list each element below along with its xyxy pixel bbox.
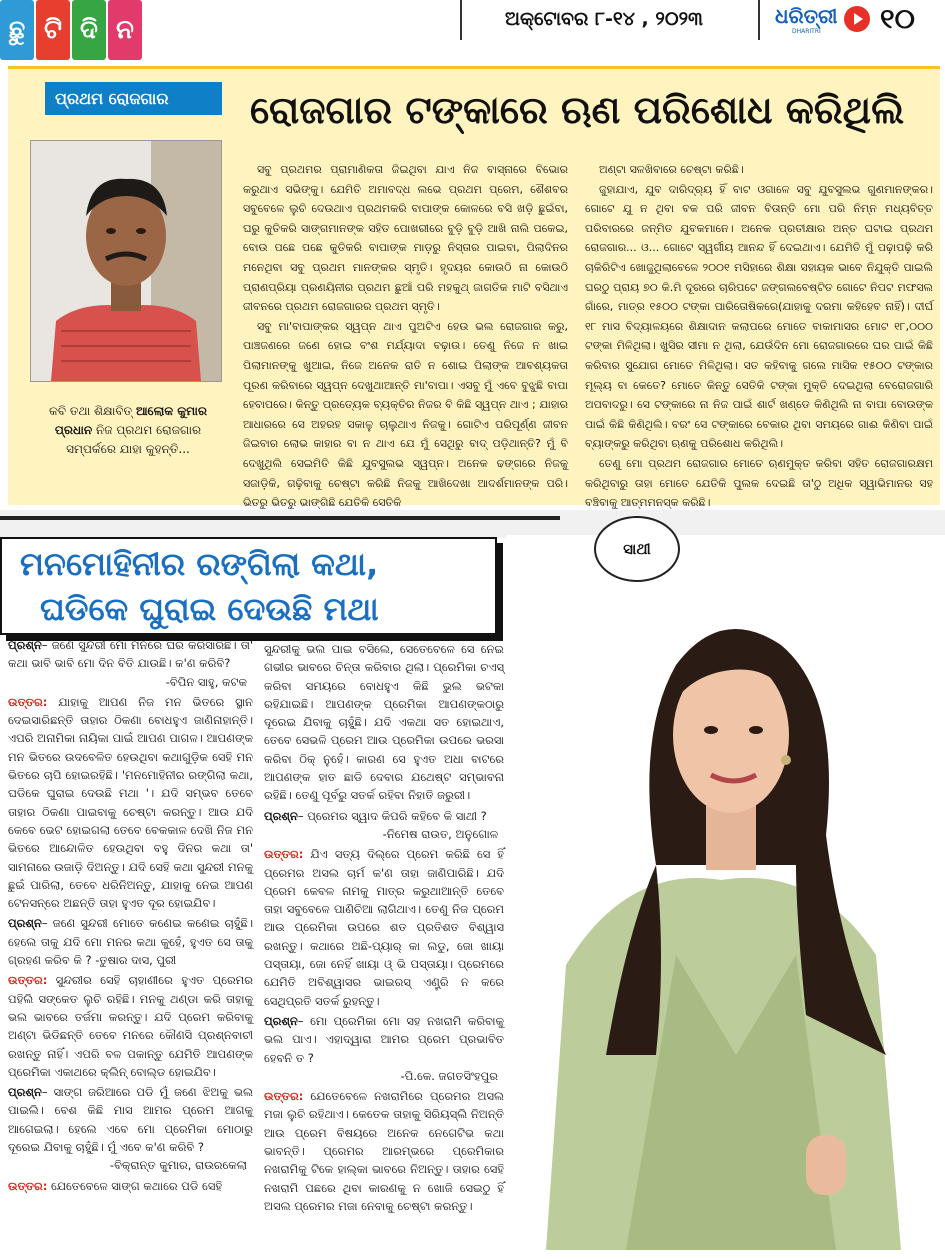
- paragraph: ଅଣ୍ଟା ସଳଖିବାରେ ଚେଷ୍ଟା କରିଛି।: [599, 163, 744, 176]
- paragraph: ତେଣୁ ମୋ ପ୍ରଥମ ରୋଜଗାର ମୋତେ ଋଣମୁକ୍ତ କରିବା ସହିତ ରୋଜଗାରକ୍ଷମ କରିଥିବାରୁ ତାହା ମୋତେ ଯେତିକି ପୁଲକ ଦେଇଛି ତା'ଠୁ ଅଧିକ ସ୍ୱାଭିମାନର ସହ ବଞ୍ଚିବାକୁ ଆତ୍ମମନସ୍କ କରିଛି।: [585, 456, 933, 510]
- caption-pre: କବି ତଥା ଶିକ୍ଷାବିତ୍: [49, 404, 133, 418]
- answer: [8, 693, 253, 913]
- qa-column-1: [8, 636, 253, 1197]
- photo-caption: [38, 402, 218, 459]
- question-label: ପ୍ରଶ୍ନ: [8, 916, 42, 931]
- question: ପ୍ରଶ୍ନ– ଜଣେ ସୁନ୍ଦରୀ ମୋ ମନରେ ଘର କରିସାରିଛି। ତା' କଥା ଭାବି ଭାବି ମୋ ଦିନ ବିତି ଯାଉଛି। କ'ଣ କରିବି? -ବିପିନ ସାହୁ, କଟକ: [8, 636, 253, 691]
- question: ପ୍ରଶ୍ନ– ମୋ ପ୍ରେମିକା ମୋ ସହ ନଖରାମି କରିବାକୁ ଭଲ ପାଏ। ଏହାଦ୍ୱାରା ଆମର ପ୍ରେମ ପ୍ରଭାବିତ ହେବନି ତ ? -ପି.କେ. ଜଗତସିଂହପୁର: [264, 1012, 504, 1085]
- brand-letter-3: ଦି: [72, 0, 106, 60]
- page-number: ୧୦: [880, 2, 915, 35]
- answer-label: ଉତ୍ତର:: [8, 1178, 48, 1193]
- qa-column-2: [264, 640, 504, 1217]
- paragraph: ସବୁ ପ୍ରଥମର ପ୍ରାମାଣିକତା ଜିଇଥିବା ଯାଏ ନିଜ ବାସ୍ନାରେ ବିଭୋର କରୁଥାଏ ସଭିଙ୍କୁ। ଯେମିତି ଅମାବଦ୍ଧ ଲଭେ ପ୍ରଥମ ପ୍ରେମ, ଶୈଶବର ସବୁବେଳେ ଲୁଚି ଦେଉଥାଏ ପ୍ରଥମକରି ବାପାଙ୍କ କୋଳରେ ବସି ଖଡ଼ି ଛୁଇଁବା, ଘରୁ କୁତିକରି ସାଙ୍ଗମାନଙ୍କ ସହିତ ପୋଖରୀରେ ବୁଡ଼ି ବୁଡ଼ି ଆଖି ନାଲି ପକେଇ, ବୋଉ ପଛେ ପଛେ କୁତିକରି ବାପାଙ୍କ ମାଡ଼ରୁ ନିସ୍ତାର ପାଇବା, ପିଲାଦିନର ମନେଥିବା ସବୁ ପ୍ରଥମ ମାନଙ୍କର ସ୍ମୃତି। ହୃଦୟର କୋଉଠି ନା କୋଉଠି ପ୍ରାଣପ୍ରିୟା ପ୍ରଣୟିନୀର ପ୍ରଥମ ଛୁଆଁ ପରି ମହକୁଥ୍ ଜାଗତିକ ମାଟି ବସିଥାଏ ଜୀବନରେ ପ୍ରଥମ ରୋଜଗାରର ପ୍ରଥମ ସ୍ମୃତି।: [243, 163, 568, 314]
- answer-text: ଯେତେବେଳେ ସାଙ୍ଗ କଥାରେ ପଡି ସେହି: [50, 1178, 223, 1193]
- answer: [8, 971, 253, 1081]
- answer-label: ଉତ୍ତର:: [8, 694, 48, 709]
- question-text: ମୋ ପ୍ରେମିକା ମୋ ସହ ନଖରାମି କରିବାକୁ ଭଲ ପାଏ। ଏହାଦ୍ୱାରା ଆମର ପ୍ରେମ ପ୍ରଭାବିତ ହେବନି ତ ?: [264, 1013, 505, 1065]
- answer: [8, 1177, 253, 1195]
- question-label: ପ୍ରଶ୍ନ: [8, 638, 42, 652]
- column-badge: ସାଥୀ: [594, 516, 680, 582]
- question-label: ପ୍ରଶ୍ନ: [264, 1013, 298, 1028]
- answer-label: ଉତ୍ତର:: [264, 1089, 304, 1104]
- question-from: -ପି.କେ. ଜଗତସିଂହପୁର: [400, 1068, 498, 1083]
- question-text: ଜଣେ ସୁନ୍ଦରୀ ମୋ ମନରେ ଘର କରିସାରିଛି। ତା' କଥା ଭାବି ଭାବି ମୋ ଦିନ ବିତି ଯାଉଛି। କ'ଣ କରିବି?: [8, 638, 253, 671]
- question-from: -ନିମେଷ ରାଉତ, ଅନୁଗୋଳ: [382, 826, 498, 841]
- answer: [264, 845, 504, 1010]
- author-photo: [30, 140, 222, 382]
- brand-letter-1: ଛୁ: [0, 0, 34, 60]
- section-divider-strip: [0, 510, 945, 538]
- actress-photo: [506, 535, 945, 1250]
- brand-letter-2: ଟି: [36, 0, 70, 60]
- question: ପ୍ରଶ୍ନ– ସାଙ୍ଗ ଜରିଆରେ ପଡି ମୁଁ ଜଣେ ଝିଅକୁ ଭଲ ପାଇଲି। ବେଶ କିଛି ମାସ ଆମର ପ୍ରେମ ଆଗକୁ ଆଗେଇଲା। ହେଲେ ଏବେ ମୋ ପ୍ରେମିକା ମୋଠାରୁ ଦୂରେଇ ଯିବାକୁ ଚାହୁଁଛି। ମୁଁ ଏବେ କ'ଣ କରିବି ? -ବିକ୍ରାନ୍ତ କୁମାର, ରାଉରକେଲା: [8, 1083, 253, 1174]
- question: ପ୍ରଶ୍ନ– ପ୍ରେମର ସ୍ୱାଦ କିପରି କହିବେ କି ସାଥୀ ? -ନିମେଷ ରାଉତ, ଅନୁଗୋଳ: [264, 807, 504, 844]
- question-label: ପ୍ରଶ୍ନ: [264, 808, 298, 823]
- question-text: ପ୍ରେମର ସ୍ୱାଦ କିପରି କହିବେ କି ସାଥୀ ?: [307, 808, 487, 823]
- question-label: ପ୍ରଶ୍ନ: [8, 1085, 42, 1100]
- divider: [460, 0, 462, 40]
- paragraph: ସବୁ ମା'ବାପାଙ୍କର ସ୍ୱପ୍ନ ଥାଏ ପୁଅଟିଏ ହେଉ ଭଲ ରୋଜଗାର କରୁ, ପାଞ୍ଚଜଣରେ ଜଣେ ହୋଇ ବଂଶ ମର୍ଯ୍ୟାଦା ବଢ଼ାଉ। ତେଣୁ ନିଜେ ନ ଖାଇ ପିଲାମାନଙ୍କୁ ଖୁଆଇ, ନିଜେ ଅନେକ ରାତି ନ ଶୋଇ ପିଲାଙ୍କ ଆବଶ୍ୟକତା ପୂରଣ କରିବାରେ ସ୍ୱପ୍ନ ଦେଖୁଥାଆନ୍ତି ମା'ବାପା। ଏସବୁ ମୁଁ ଏବେ ବୁଝୁଛି ବାପା ହେବାପରେ। କିନ୍ତୁ ପ୍ରତ୍ୟେକ ବ୍ୟକ୍ତିର ନିଜର ବି କିଛି ସ୍ୱପ୍ନ ଥାଏ ; ଯାହାର ଆଧାରରେ ସେ ଅହରହ ସକାଳୁ ଚାଲୁଥାଏ ନିଜକୁ। ଗୋଟିଏ ପରିପୂର୍ଣ୍ଣ ଜୀବନ ଜିଇବାର ଲୋଭ କାହାର ବା ନ ଥାଏ ଯେ ମୁଁ ସେଥିରୁ ବାଦ୍ ପଡ଼ିଥାନ୍ତି? ମୁଁ ବି ଦେଖୁଥିଲି ସେଇମିତି କିଛି ଯୁବସୁଲଭ ସ୍ୱପ୍ନ। ଅନେକ ଢଙ୍ଗରେ ନିଜକୁ ସଜାଡ଼ିକି, ଗଢ଼ିବାକୁ ଚେଷ୍ଟା କରିଛି ନିଜକୁ ଆଖିଦେଖା ଆଦର୍ଶମାନଙ୍କ ପରି। ଭିତରୁ ଭିତରୁ ଭାଙ୍ଗିଛି ଯେତିକି ସେତିକି: [243, 319, 568, 510]
- top-article-column-2: [585, 160, 933, 513]
- caption-post: ନିଜ ପ୍ରଥମ ରୋଜଗାର ସମ୍ପର୍କରେ ଯାହା କୁହନ୍ତି...: [66, 423, 202, 456]
- question-from: -ବିକ୍ରାନ୍ତ କୁମାର, ରାଉରକେଲା: [109, 1158, 247, 1173]
- answer-continued: ସୁନ୍ଦରୀକୁ ଭଲ ପାଇ ବସିଲେ, ସେତେବେଳେ ସେ ନେଇ ଗଭୀର ଭାବରେ ଚିନ୍ତା କରିବାର ଥିଲା। ପ୍ରେମିକା ଚଏସ୍ କରିବା ସମୟରେ ବୋଧହୁଏ କିଛି ଭୁଲ ଭଟକା ରହିଯାଇଛି। ଆପଣଙ୍କ ପ୍ରେମିକା ଆପଣଙ୍କଠାରୁ ଦୂରେଇ ଯିବାକୁ ଚାହୁଁଛି। ଯଦି ଏକଥା ସତ ହୋଇଥାଏ, ତେବେ ସେଭଳି ପ୍ରେମ ଆଉ ପ୍ରେମିକା ଉପରେ ଭରସା କରିବା ଠିକ୍ ନୁହେଁ। କାରଣ ସେ ହୁଏତ ଅଧା ବାଟରେ ଆପଣଙ୍କ ହାତ ଛାଡି ଦେବାର ଯଥେଷ୍ଟ ସମ୍ଭାବନା ରହିଛି। ତେଣୁ ପୂର୍ବରୁ ସତର୍କ ରହିବା ନିହାତି ଜରୁରୀ।: [264, 642, 504, 803]
- answer-text: ଯାହାକୁ ଆପଣ ନିଜ ମନ ଭିତରେ ସ୍ଥାନ ଦେଇସାରିଛନ୍ତି ତାହାର ଠିକଣା ବୋଧହୁଏ ଜାଣିନାହାନ୍ତି। ଏପରି ଅନାମିକା ନାୟିକା ପାଇଁ ଆପଣ ପାଗଳ। ଆପଣଙ୍କ ମନ ଭିତରେ ଉଦବେଳିତ ହେଉଥିବା କଥାଗୁଡ଼ିକ ସେହି ମନ ଭିତରେ ଚାପି ହୋଇରହିଛି। 'ମନମୋହିନୀର ରଙ୍ଗିଲା କଥା, ଘଡିକେ ଘୁରାଇ ଦେଉଛି ମଥା '। ଯଦି ସମ୍ଭବ ତେବେ ତାହାର ଠିକଣା ପାଇବାକୁ ଚେଷ୍ଟା କରନ୍ତୁ। ଆଉ ଯଦି କେବେ ଭେଟ ହୋଇଗଲା ତେବେ ବେକକାଳ ଦେଖି ନିଜ ମନ ଭିତରେ ଆନ୍ଦୋଳିତ ହେଉଥିବା ବହୁ ଦିନର କଥା ତା' ସାମନାରେ ଉଜାଡ଼ି ଦିଅନ୍ତୁ। ଯଦି ସେହି କଥା ସୁନ୍ଦରୀ ମନକୁ ଛୁଇଁ ପାରିଲା, ତେବେ ଧରିନିଅନ୍ତୁ, ଯାହାକୁ ନେଇ ଆପଣ ଟେନସନ୍‌ରେ ଅଛନ୍ତି ତାହା ହୁଏତ ଦୂର ହୋଇଯିବ।: [8, 694, 253, 911]
- answer-text: ସୁନ୍ଦରୀର ସେହି ଚାହାଣୀରେ ହୁଏତ ପ୍ରେମର ପହିଲି ସଙ୍କେତ ଲୁଚି ରହିଛି। ମନକୁ ଥଣ୍ଡା କରି ତାହାକୁ ଭଲ ଭାବରେ ତର୍ଜମା କରନ୍ତୁ। ଯଦି ପ୍ରେମ କରିବାକୁ ଅଣ୍ଟା ଭିଡିଛନ୍ତି ତେବେ ମନରେ କୌଣସି ପ୍ରଶ୍ନବାଚୀ ରଖନ୍ତୁ ନାହିଁ। ଏପରି ବଳ ପକାନ୍ତୁ ଯେମିତି ଆପଣଙ୍କ ପ୍ରେମିକା ଏକାଥରେ କ୍ଲିନ୍ ବୋଲ୍ଡ ହୋଇଯିବ।: [8, 973, 253, 1079]
- answer-text: ଯିଏ ସତ୍ୟ ଦିଲ୍‌ରେ ପ୍ରେମ କରିଛି ସେ ହିଁ ପ୍ରେମର ଅସଲ ଚାର୍ମ କ'ଣ ତାହା ଜାଣିପାରିଛି। ଯଦି ପ୍ରେମ କେବଳ ନାମକୁ ମାତ୍ର କରୁଥାଆନ୍ତି ତେବେ ତାହା ସବୁବେଳେ ପାଣିଚିଆ ଲାଗିଥାଏ। ତେଣୁ ନିଜ ପ୍ରେମ ଆଉ ପ୍ରେମିକା ଉପରେ ଶତ ପ୍ରତିଶତ ବିଶ୍ୱାସ ରଖନ୍ତୁ। କଥାରେ ଅଛି-ପ୍ୟାର୍ କା ଲଡୁ, ଜୋ ଖାୟା ପସ୍ତାୟା, ଜୋ ନେହିଁ ଖାୟା ଓ୍ ଭି ପସ୍ତାୟା। ପ୍ରେମରେ ଯେମିତି ଅବିଶ୍ୱାସର ଭାଇରସ୍ ଏଣ୍ଟ୍ରି ନ କରେ ସେଥିପ୍ରତି ସତର୍କ ରୁହନ୍ତୁ।: [264, 847, 505, 1008]
- question-text: ଜଣେ ସୁନ୍ଦରୀ ମୋତେ କଣେଇ କଣେଇ ଚାହୁଁଛି। ହେଲେ ତାକୁ ଯଦି ମୋ ମନର କଥା କୁହେଁ, ହୁଏତ ସେ ତାକୁ ଗ୍ରହଣ କରିବ କି ?: [8, 916, 253, 968]
- question-from: -ବିପିନ ସାହୁ, କଟକ: [165, 674, 247, 689]
- issue-date: ଅକ୍ଟୋବର ୮-୧୪ , ୨୦୨୩: [505, 8, 703, 30]
- divider: [758, 0, 760, 40]
- bottom-headline-line-2: ଘଡିକେ ଘୁରାଇ ଦେଉଛି ମଥା: [40, 590, 379, 628]
- brand-letter-4: ନ: [108, 0, 142, 60]
- caption-name: ଆଲୋକ କୁମାର ପ୍ରଧାନ: [54, 404, 207, 437]
- top-article-column-1: [243, 160, 568, 513]
- question: ପ୍ରଶ୍ନ– ଜଣେ ସୁନ୍ଦରୀ ମୋତେ କଣେଇ କଣେଇ ଚାହୁଁଛି। ହେଲେ ତାକୁ ଯଦି ମୋ ମନର କଥା କୁହେଁ, ହୁଏତ ସେ ତାକୁ ଗ୍ରହଣ କରିବ କି ? -ତୁଷାର ଦାସ, ପୁରୀ: [8, 916, 253, 968]
- answer-text: ଯେତେବେଳେ ନଖରାମିରେ ପ୍ରେମର ଅସଲ ମଜା ଲୁଚି ରହିଥାଏ। କେତେକ ତାହାକୁ ସିରିୟସ୍‌ଲି ନିଅନ୍ତି ଆଉ ପ୍ରେମ ବିଷୟରେ ଅନେକ ନେଗେଟିଭ କଥା ଭାବନ୍ତି। ପ୍ରେମର ଆରମ୍ଭରେ ପ୍ରେମିକାର ନଖରାମିକୁ ଟିକେ ହାଲ୍‌କା ଭାବରେ ନିଅନ୍ତୁ। ତାହାର ସେହି ନଖରାମି ପଛରେ ଥିବା କାରଣକୁ ନ ଖୋଜି ସେଇଠୁ ହିଁ ଅସଲ ପ୍ରେମର ମଜା ନେବାକୁ ଚେଷ୍ଟା କରନ୍ତୁ।: [264, 1089, 505, 1213]
- question-text: ସାଙ୍ଗ ଜରିଆରେ ପଡି ମୁଁ ଜଣେ ଝିଅକୁ ଭଲ ପାଇଲି। ବେଶ କିଛି ମାସ ଆମର ପ୍ରେମ ଆଗକୁ ଆଗେଇଲା। ହେଲେ ଏବେ ମୋ ପ୍ରେମିକା ମୋଠାରୁ ଦୂରେଇ ଯିବାକୁ ଚାହୁଁଛି। ମୁଁ ଏବେ କ'ଣ କରିବି ?: [8, 1085, 254, 1155]
- top-headline: ରୋଜଗାର ଟଙ୍କାରେ ଋଣ ପରିଶୋଧ କରିଥିଲି: [250, 88, 905, 132]
- play-icon: [844, 6, 870, 32]
- answer-label: ଉତ୍ତର:: [8, 973, 48, 988]
- bottom-headline-line-1: ମନମୋହିନୀର ରଙ୍ଗିଲା କଥା,: [20, 545, 379, 583]
- newspaper-logo: ଧରିତ୍ରୀ: [775, 4, 838, 28]
- section-tag: ପ୍ରଥମ ରୋଜଗାର: [45, 82, 222, 115]
- paragraph: ଜୁହାଯାଏ, ଯୁବ ଦାରିଦ୍ର୍ୟ ହିଁ ବାଟ ଓଗାଳେ ସବୁ ଯୁବସୁଲଭ ଗୁଣମାନଙ୍କର। ଗୋଟେ ଯୁ ନ ଥିବା ବକ ପରି ଜୀବନ ବିତାନ୍ତି ମୋ ପରି ନିମ୍ନ ମଧ୍ୟବିତ୍ତ ପରିବାରରେ ଜନ୍ମିତ ଯୁବକମାନେ। ଅନେକ ପ୍ରତୀକ୍ଷାର ଅନ୍ତ ଘଟାଇ ପ୍ରଥମ ରୋଜଗାର... ଓ... ଗୋଟେ ସ୍ୱର୍ଗୀୟ ଆନନ୍ଦ ହିଁ ଦେଇଥାଏ। ଯେମିତି ମୁଁ ପଢ଼ାପଢ଼ି କରି ଚାକିରିଟିଏ ଖୋଜୁଥିଲାବେଳେ ୨୦୦୧ ମସିହାରେ ଶିକ୍ଷା ସହାୟକ ଭାବେ ନିଯୁକ୍ତି ପାଇଲି ଘରଠୁ ପ୍ରାୟ ୭୦ କି.ମି ଦୂରରେ ଚାରିପଟେ ଜଙ୍ଗଲବେଷ୍ଟିତ ଗୋଟେ ନିପଟ ମଫସଲ ଗାଁରେ, ମାତ୍ର ୧୫୦୦ ଟଙ୍କା ପାରିତୋଷିକରେ(ଯାହାକୁ ଦରମା କହିହେବ ନାହିଁ)। ଦୀର୍ଘ ୧୮ ମାସ ବିଦ୍ୟାଳୟରେ ଶିକ୍ଷାଦାନ କଲାପରେ ମୋତେ ବାକାମାସର ମୋଟ ୧୮,୦୦୦ ଟଙ୍କା ମିଳିଥିଲା। ଖୁସିର ସୀମା ନ ଥିଲା, ଯେଉଁଦିନ ମୋ ରୋଜଗାରରେ ଘର ପାଇଁ କିଛି କରିବାର ସୁଯୋଗ ମୋତେ ମିଳିଥିଲା। ସତ କହିବାକୁ ଗଲେ ମାସିକ ୧୫୦୦ ଟଙ୍କାର ମୂଲ୍ୟ ବା କେତେ? ମୋତେ କିନ୍ତୁ ସେତିକି ଟଙ୍କା ମୁକ୍ତି ଦେଇଥିଲା ବେରୋଜଗାରି ଅପବାଦରୁ। ସେ ଟଙ୍କାରେ ନା ନିଜ ପାଇଁ ଶାର୍ଟ ଖଣ୍ଡେ କିଣିଥିଲି ନା ବାପା ବୋଉଙ୍କ ପାଇଁ କିଛି କିଣିଥିଲି। ବରଂ ସେ ଟଙ୍କାରେ ବେକାର ଥିବା ସମୟରେ ଗାଈ କିଣିବା ପାଇଁ ବ୍ୟାଙ୍କରୁ କରିଥିବା ଋଣକୁ ପରିଶୋଧ କରିଥିଲି।: [585, 182, 933, 451]
- answer: [264, 1087, 504, 1215]
- newspaper-logo-sub: DHARITRI: [792, 28, 821, 35]
- answer-label: ଉତ୍ତର:: [264, 847, 304, 862]
- question-from: -ତୁଷାର ଦାସ, ପୁରୀ: [95, 953, 177, 968]
- section-brand: [0, 0, 142, 62]
